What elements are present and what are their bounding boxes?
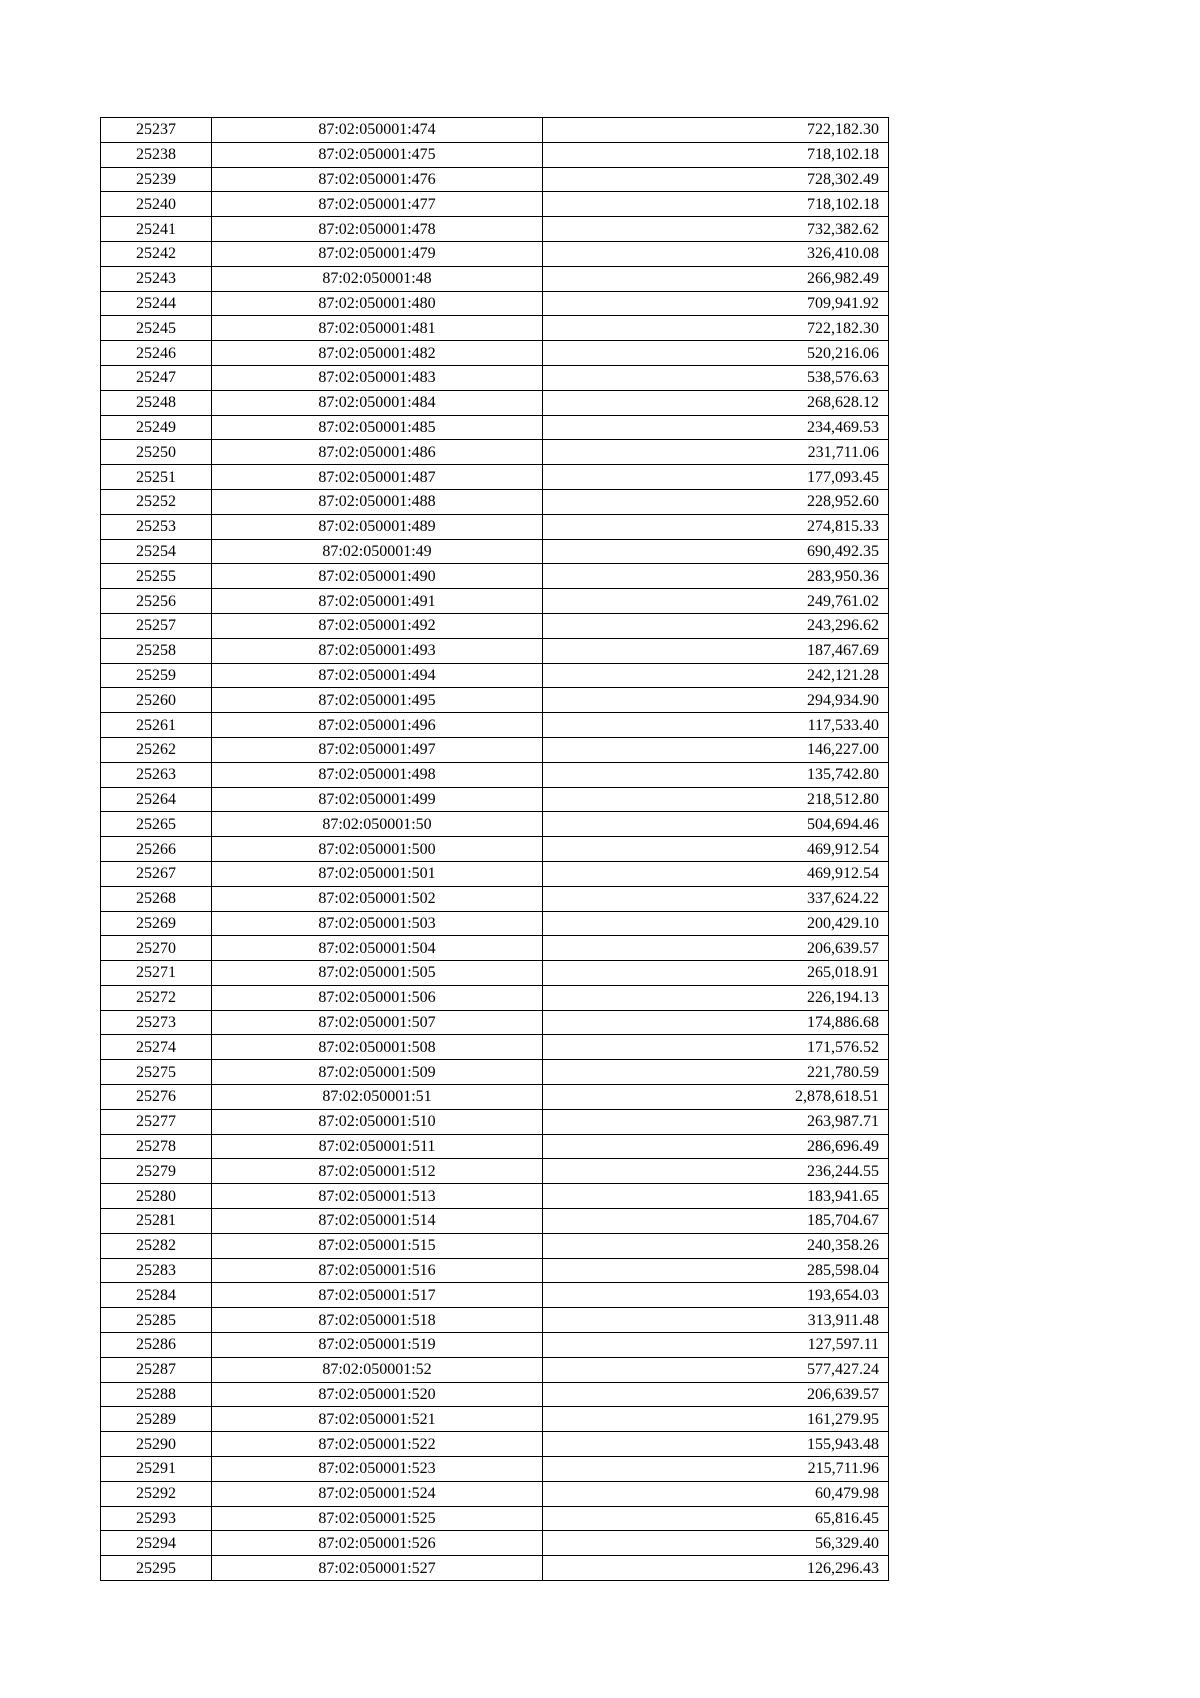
- cadastral-number-cell: 87:02:050001:507: [212, 1010, 543, 1035]
- table-row: [101, 192, 889, 217]
- cadastral-number-cell: 87:02:050001:509: [212, 1060, 543, 1085]
- row-number-cell: 25255: [101, 564, 212, 589]
- row-number-cell: 25246: [101, 341, 212, 366]
- value-cell: 285,598.04: [543, 1258, 889, 1283]
- row-number-cell: 25279: [101, 1159, 212, 1184]
- value-cell: 236,244.55: [543, 1159, 889, 1184]
- row-number-cell: 25284: [101, 1283, 212, 1308]
- row-number-cell: 25260: [101, 688, 212, 713]
- row-number-cell: 25262: [101, 737, 212, 762]
- row-number-cell: 25291: [101, 1457, 212, 1482]
- cadastral-number-cell: 87:02:050001:475: [212, 142, 543, 167]
- cadastral-number-cell: 87:02:050001:490: [212, 564, 543, 589]
- value-cell: 228,952.60: [543, 489, 889, 514]
- table-row: [101, 1283, 889, 1308]
- table-row: [101, 390, 889, 415]
- table-row: [101, 1258, 889, 1283]
- row-number-cell: 25268: [101, 886, 212, 911]
- table-row: [101, 1010, 889, 1035]
- cadastral-number-cell: 87:02:050001:491: [212, 589, 543, 614]
- row-number-cell: 25251: [101, 465, 212, 490]
- table-row: [101, 886, 889, 911]
- value-cell: 161,279.95: [543, 1407, 889, 1432]
- row-number-cell: 25238: [101, 142, 212, 167]
- row-number-cell: 25257: [101, 613, 212, 638]
- table-row: [101, 1060, 889, 1085]
- row-number-cell: 25270: [101, 936, 212, 961]
- value-cell: 126,296.43: [543, 1556, 889, 1581]
- cadastral-number-cell: 87:02:050001:498: [212, 762, 543, 787]
- table-row: [101, 812, 889, 837]
- row-number-cell: 25259: [101, 663, 212, 688]
- row-number-cell: 25256: [101, 589, 212, 614]
- table-row: [101, 291, 889, 316]
- value-cell: 2,878,618.51: [543, 1085, 889, 1110]
- cadastral-number-cell: 87:02:050001:484: [212, 390, 543, 415]
- value-cell: 538,576.63: [543, 365, 889, 390]
- row-number-cell: 25288: [101, 1382, 212, 1407]
- table-row: [101, 241, 889, 266]
- value-cell: 249,761.02: [543, 589, 889, 614]
- value-cell: 718,102.18: [543, 142, 889, 167]
- value-cell: 231,711.06: [543, 440, 889, 465]
- cadastral-number-cell: 87:02:050001:512: [212, 1159, 543, 1184]
- cadastral-number-cell: 87:02:050001:514: [212, 1209, 543, 1234]
- table-row: [101, 1333, 889, 1358]
- value-cell: 313,911.48: [543, 1308, 889, 1333]
- value-cell: 243,296.62: [543, 613, 889, 638]
- table-row: [101, 1382, 889, 1407]
- cadastral-number-cell: 87:02:050001:504: [212, 936, 543, 961]
- row-number-cell: 25286: [101, 1333, 212, 1358]
- table-row: [101, 1035, 889, 1060]
- table-row: [101, 489, 889, 514]
- row-number-cell: 25271: [101, 961, 212, 986]
- row-number-cell: 25273: [101, 1010, 212, 1035]
- table-row: [101, 1209, 889, 1234]
- value-cell: 709,941.92: [543, 291, 889, 316]
- row-number-cell: 25244: [101, 291, 212, 316]
- cadastral-number-cell: 87:02:050001:505: [212, 961, 543, 986]
- value-cell: 117,533.40: [543, 713, 889, 738]
- row-number-cell: 25247: [101, 365, 212, 390]
- value-cell: 690,492.35: [543, 539, 889, 564]
- cadastral-number-cell: 87:02:050001:486: [212, 440, 543, 465]
- table-row: [101, 1159, 889, 1184]
- value-cell: 469,912.54: [543, 837, 889, 862]
- cadastral-number-cell: 87:02:050001:510: [212, 1109, 543, 1134]
- table-row: [101, 737, 889, 762]
- value-cell: 520,216.06: [543, 341, 889, 366]
- value-cell: 218,512.80: [543, 787, 889, 812]
- value-cell: 193,654.03: [543, 1283, 889, 1308]
- value-cell: 504,694.46: [543, 812, 889, 837]
- cadastral-number-cell: 87:02:050001:50: [212, 812, 543, 837]
- cadastral-number-cell: 87:02:050001:523: [212, 1457, 543, 1482]
- table-row: [101, 142, 889, 167]
- row-number-cell: 25289: [101, 1407, 212, 1432]
- table-row: [101, 440, 889, 465]
- row-number-cell: 25267: [101, 861, 212, 886]
- table-row: [101, 1233, 889, 1258]
- cadastral-number-cell: 87:02:050001:524: [212, 1481, 543, 1506]
- table-body: [101, 118, 889, 1581]
- cadastral-number-cell: 87:02:050001:525: [212, 1506, 543, 1531]
- table-row: [101, 1308, 889, 1333]
- table-row: [101, 861, 889, 886]
- table-row: [101, 589, 889, 614]
- value-cell: 155,943.48: [543, 1432, 889, 1457]
- row-number-cell: 25269: [101, 911, 212, 936]
- value-cell: 268,628.12: [543, 390, 889, 415]
- row-number-cell: 25264: [101, 787, 212, 812]
- table-row: [101, 762, 889, 787]
- value-cell: 469,912.54: [543, 861, 889, 886]
- table-row: [101, 613, 889, 638]
- value-cell: 183,941.65: [543, 1184, 889, 1209]
- value-cell: 206,639.57: [543, 1382, 889, 1407]
- row-number-cell: 25280: [101, 1184, 212, 1209]
- cadastral-number-cell: 87:02:050001:49: [212, 539, 543, 564]
- table-row: [101, 1085, 889, 1110]
- table-row: [101, 1357, 889, 1382]
- table-row: [101, 217, 889, 242]
- value-cell: 577,427.24: [543, 1357, 889, 1382]
- cadastral-number-cell: 87:02:050001:506: [212, 985, 543, 1010]
- table-row: [101, 1531, 889, 1556]
- table-row: [101, 1481, 889, 1506]
- table-row: [101, 837, 889, 862]
- table-row: [101, 564, 889, 589]
- value-cell: 266,982.49: [543, 266, 889, 291]
- row-number-cell: 25292: [101, 1481, 212, 1506]
- cadastral-number-cell: 87:02:050001:520: [212, 1382, 543, 1407]
- cadastral-number-cell: 87:02:050001:500: [212, 837, 543, 862]
- table-row: [101, 1184, 889, 1209]
- cadastral-number-cell: 87:02:050001:481: [212, 316, 543, 341]
- row-number-cell: 25249: [101, 415, 212, 440]
- cadastral-number-cell: 87:02:050001:527: [212, 1556, 543, 1581]
- table-row: [101, 961, 889, 986]
- cadastral-number-cell: 87:02:050001:518: [212, 1308, 543, 1333]
- value-cell: 65,816.45: [543, 1506, 889, 1531]
- row-number-cell: 25258: [101, 638, 212, 663]
- cadastral-number-cell: 87:02:050001:487: [212, 465, 543, 490]
- value-cell: 226,194.13: [543, 985, 889, 1010]
- row-number-cell: 25245: [101, 316, 212, 341]
- row-number-cell: 25263: [101, 762, 212, 787]
- table-row: [101, 365, 889, 390]
- cadastral-number-cell: 87:02:050001:516: [212, 1258, 543, 1283]
- row-number-cell: 25275: [101, 1060, 212, 1085]
- cadastral-number-cell: 87:02:050001:480: [212, 291, 543, 316]
- cadastral-number-cell: 87:02:050001:526: [212, 1531, 543, 1556]
- value-cell: 732,382.62: [543, 217, 889, 242]
- table-row: [101, 936, 889, 961]
- table-row: [101, 167, 889, 192]
- table-row: [101, 1407, 889, 1432]
- table-row: [101, 911, 889, 936]
- cadastral-number-cell: 87:02:050001:51: [212, 1085, 543, 1110]
- table-row: [101, 638, 889, 663]
- row-number-cell: 25261: [101, 713, 212, 738]
- table-row: [101, 539, 889, 564]
- value-cell: 206,639.57: [543, 936, 889, 961]
- row-number-cell: 25242: [101, 241, 212, 266]
- row-number-cell: 25282: [101, 1233, 212, 1258]
- table-row: [101, 316, 889, 341]
- cadastral-number-cell: 87:02:050001:492: [212, 613, 543, 638]
- table-row: [101, 118, 889, 143]
- cadastral-number-cell: 87:02:050001:493: [212, 638, 543, 663]
- value-cell: 274,815.33: [543, 514, 889, 539]
- cadastral-number-cell: 87:02:050001:511: [212, 1134, 543, 1159]
- value-cell: 187,467.69: [543, 638, 889, 663]
- row-number-cell: 25239: [101, 167, 212, 192]
- row-number-cell: 25276: [101, 1085, 212, 1110]
- cadastral-number-cell: 87:02:050001:494: [212, 663, 543, 688]
- row-number-cell: 25290: [101, 1432, 212, 1457]
- table-row: [101, 985, 889, 1010]
- table-row: [101, 663, 889, 688]
- row-number-cell: 25252: [101, 489, 212, 514]
- value-cell: 265,018.91: [543, 961, 889, 986]
- table-row: [101, 415, 889, 440]
- table-row: [101, 1134, 889, 1159]
- cadastral-number-cell: 87:02:050001:499: [212, 787, 543, 812]
- value-cell: 242,121.28: [543, 663, 889, 688]
- cadastral-number-cell: 87:02:050001:478: [212, 217, 543, 242]
- cadastral-number-cell: 87:02:050001:477: [212, 192, 543, 217]
- value-cell: 722,182.30: [543, 316, 889, 341]
- cadastral-number-cell: 87:02:050001:521: [212, 1407, 543, 1432]
- row-number-cell: 25272: [101, 985, 212, 1010]
- row-number-cell: 25265: [101, 812, 212, 837]
- table-row: [101, 713, 889, 738]
- table-row: [101, 514, 889, 539]
- table-row: [101, 787, 889, 812]
- row-number-cell: 25281: [101, 1209, 212, 1234]
- value-cell: 127,597.11: [543, 1333, 889, 1358]
- row-number-cell: 25243: [101, 266, 212, 291]
- value-cell: 200,429.10: [543, 911, 889, 936]
- table-row: [101, 1432, 889, 1457]
- value-cell: 221,780.59: [543, 1060, 889, 1085]
- cadastral-number-cell: 87:02:050001:482: [212, 341, 543, 366]
- row-number-cell: 25285: [101, 1308, 212, 1333]
- value-cell: 240,358.26: [543, 1233, 889, 1258]
- value-cell: 294,934.90: [543, 688, 889, 713]
- row-number-cell: 25248: [101, 390, 212, 415]
- row-number-cell: 25294: [101, 1531, 212, 1556]
- table-row: [101, 1457, 889, 1482]
- value-cell: 728,302.49: [543, 167, 889, 192]
- value-cell: 215,711.96: [543, 1457, 889, 1482]
- value-cell: 146,227.00: [543, 737, 889, 762]
- value-cell: 171,576.52: [543, 1035, 889, 1060]
- value-cell: 234,469.53: [543, 415, 889, 440]
- row-number-cell: 25241: [101, 217, 212, 242]
- row-number-cell: 25278: [101, 1134, 212, 1159]
- value-cell: 185,704.67: [543, 1209, 889, 1234]
- cadastral-number-cell: 87:02:050001:495: [212, 688, 543, 713]
- cadastral-number-cell: 87:02:050001:515: [212, 1233, 543, 1258]
- value-cell: 286,696.49: [543, 1134, 889, 1159]
- row-number-cell: 25274: [101, 1035, 212, 1060]
- row-number-cell: 25254: [101, 539, 212, 564]
- row-number-cell: 25266: [101, 837, 212, 862]
- value-cell: 326,410.08: [543, 241, 889, 266]
- cadastral-number-cell: 87:02:050001:508: [212, 1035, 543, 1060]
- table-row: [101, 266, 889, 291]
- cadastral-number-cell: 87:02:050001:489: [212, 514, 543, 539]
- cadastral-number-cell: 87:02:050001:476: [212, 167, 543, 192]
- table-row: [101, 465, 889, 490]
- cadastral-number-cell: 87:02:050001:474: [212, 118, 543, 143]
- cadastral-number-cell: 87:02:050001:496: [212, 713, 543, 738]
- cadastral-number-cell: 87:02:050001:522: [212, 1432, 543, 1457]
- cadastral-number-cell: 87:02:050001:503: [212, 911, 543, 936]
- cadastral-number-cell: 87:02:050001:497: [212, 737, 543, 762]
- row-number-cell: 25283: [101, 1258, 212, 1283]
- value-cell: 174,886.68: [543, 1010, 889, 1035]
- row-number-cell: 25293: [101, 1506, 212, 1531]
- table-row: [101, 1506, 889, 1531]
- table-row: [101, 341, 889, 366]
- cadastral-number-cell: 87:02:050001:517: [212, 1283, 543, 1308]
- cadastral-number-cell: 87:02:050001:48: [212, 266, 543, 291]
- table-row: [101, 1556, 889, 1581]
- value-cell: 263,987.71: [543, 1109, 889, 1134]
- value-cell: 56,329.40: [543, 1531, 889, 1556]
- row-number-cell: 25277: [101, 1109, 212, 1134]
- value-cell: 60,479.98: [543, 1481, 889, 1506]
- value-cell: 177,093.45: [543, 465, 889, 490]
- cadastral-number-cell: 87:02:050001:485: [212, 415, 543, 440]
- value-cell: 718,102.18: [543, 192, 889, 217]
- row-number-cell: 25250: [101, 440, 212, 465]
- cadastral-number-cell: 87:02:050001:501: [212, 861, 543, 886]
- row-number-cell: 25237: [101, 118, 212, 143]
- value-cell: 337,624.22: [543, 886, 889, 911]
- table-row: [101, 688, 889, 713]
- value-cell: 722,182.30: [543, 118, 889, 143]
- value-cell: 135,742.80: [543, 762, 889, 787]
- cadastral-number-cell: 87:02:050001:479: [212, 241, 543, 266]
- cadastral-number-cell: 87:02:050001:52: [212, 1357, 543, 1382]
- cadastral-number-cell: 87:02:050001:513: [212, 1184, 543, 1209]
- row-number-cell: 25295: [101, 1556, 212, 1581]
- row-number-cell: 25287: [101, 1357, 212, 1382]
- cadastral-number-cell: 87:02:050001:519: [212, 1333, 543, 1358]
- data-table: [100, 117, 889, 1581]
- row-number-cell: 25253: [101, 514, 212, 539]
- cadastral-number-cell: 87:02:050001:488: [212, 489, 543, 514]
- value-cell: 283,950.36: [543, 564, 889, 589]
- cadastral-number-cell: 87:02:050001:502: [212, 886, 543, 911]
- cadastral-number-cell: 87:02:050001:483: [212, 365, 543, 390]
- table-row: [101, 1109, 889, 1134]
- row-number-cell: 25240: [101, 192, 212, 217]
